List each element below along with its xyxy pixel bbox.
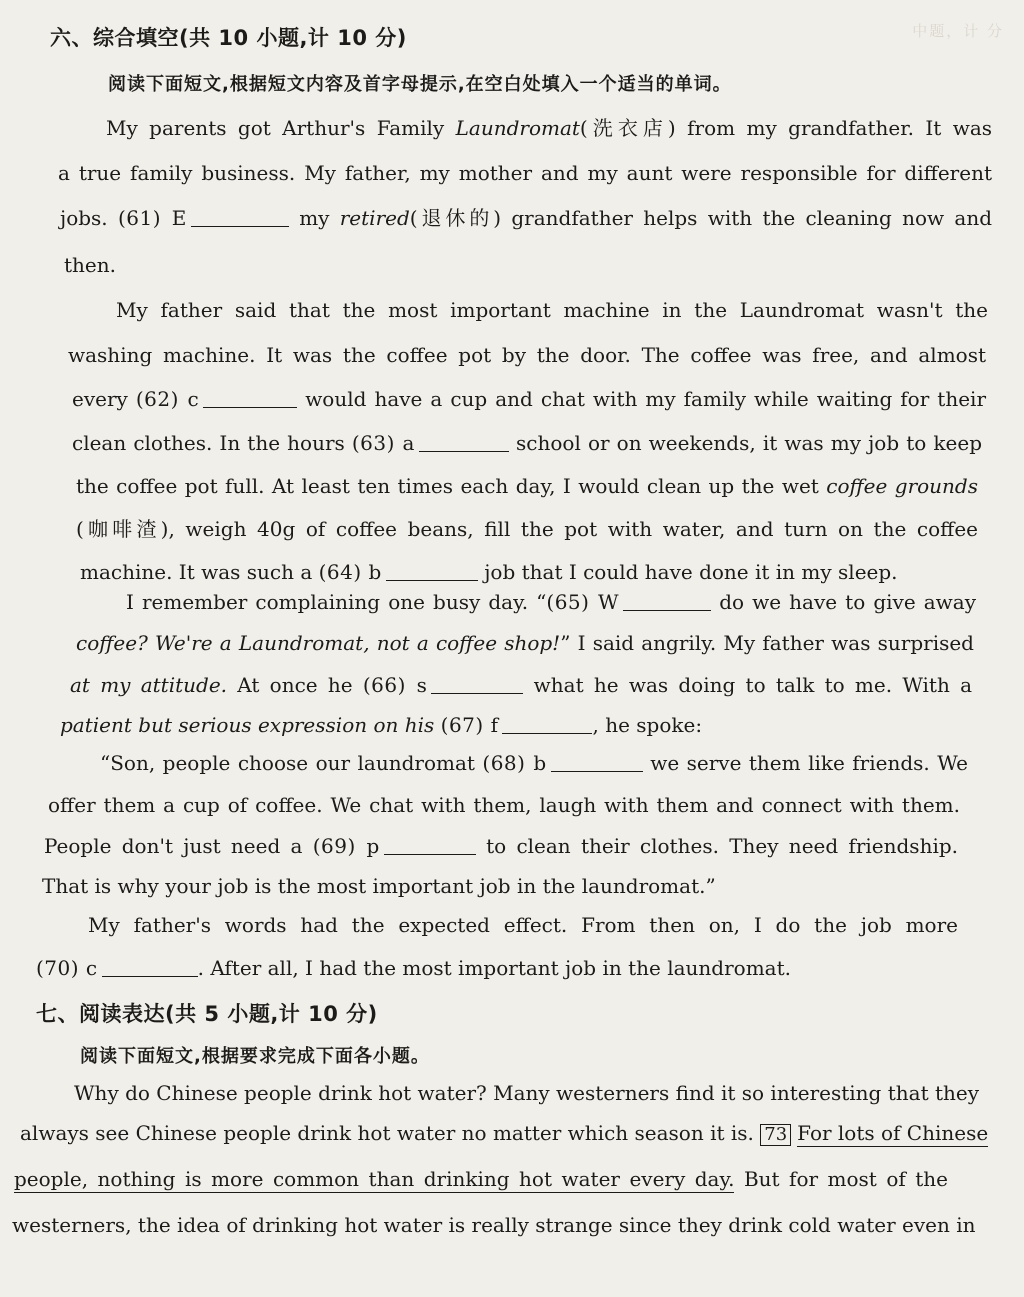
p2-line-3: every (62) c would have a cup and chat with my family while waiting for their xyxy=(72,387,987,411)
blank-65-label: (65) W xyxy=(546,590,620,614)
section7-title: 七、阅读表达(共 5 小题,计 10 分) xyxy=(36,1002,378,1026)
question-73-box: 73 xyxy=(760,1124,791,1146)
underlined-sentence-part1: For lots of Chinese xyxy=(797,1121,989,1145)
blank-65[interactable] xyxy=(623,592,711,611)
section6-instruction: 阅读下面短文,根据短文内容及首字母提示,在空白处填入一个适当的单词。 xyxy=(108,74,732,95)
p2-line-1: My father said that the most important machine in the Laundromat wasn't the xyxy=(116,298,988,322)
bleed-through-text: 中题，计 分 xyxy=(912,22,1004,40)
blank-62[interactable] xyxy=(203,389,297,408)
blank-69-label: (69) p xyxy=(312,834,380,858)
blank-70[interactable] xyxy=(102,958,198,977)
p3-line-3: at my attitude. At once he (66) s what he was doing to talk to me. With a xyxy=(70,673,973,697)
s7-line-3: people, nothing is more common than drinking hot water every day. But for most of the xyxy=(14,1167,949,1191)
blank-61-label: (61) E xyxy=(117,206,187,230)
s7-line-1: Why do Chinese people drink hot water? Many westerners find it so interesting that they xyxy=(74,1081,980,1105)
p4-line-4: That is why your job is the most important job in the laundromat.” xyxy=(42,874,716,898)
p1-line-3: jobs. (61) E my retired(退休的) grandfather helps with the cleaning now and xyxy=(60,206,993,230)
section7-instruction: 阅读下面短文,根据要求完成下面各小题。 xyxy=(80,1046,430,1067)
blank-63-label: (63) a xyxy=(351,431,415,455)
blank-68[interactable] xyxy=(551,753,643,772)
blank-68-label: (68) b xyxy=(482,751,547,775)
p2-line-4: clean clothes. In the hours (63) a school or on weekends, it was my job to keep xyxy=(72,431,982,455)
p5-line-2: (70) c . After all, I had the most important job in the laundromat. xyxy=(36,956,791,980)
blank-61[interactable] xyxy=(191,208,289,227)
p2-line-6: (咖啡渣), weigh 40g of coffee beans, fill the pot with water, and turn on the coffee xyxy=(76,517,978,541)
p1-line-1: My parents got Arthur's Family Laundromat(洗衣店) from my grandfather. It was xyxy=(106,116,993,140)
blank-62-label: (62) c xyxy=(135,387,200,411)
p2-line-5: the coffee pot full. At least ten times each day, I would clean up the wet coffee grounds xyxy=(76,474,978,498)
section6-title: 六、综合填空(共 10 小题,计 10 分) xyxy=(50,26,407,50)
p4-line-2: offer them a cup of coffee. We chat with them, laugh with them and connect with them. xyxy=(48,793,960,817)
blank-70-label: (70) c xyxy=(36,956,98,980)
blank-64[interactable] xyxy=(386,562,478,581)
p5-line-1: My father's words had the expected effect. From then on, I do the job more xyxy=(88,913,958,937)
blank-69[interactable] xyxy=(384,836,476,855)
blank-67[interactable] xyxy=(502,715,592,734)
p4-line-1: “Son, people choose our laundromat (68) b we serve them like friends. We xyxy=(100,751,969,775)
p2-line-7: machine. It was such a (64) b job that I could have done it in my sleep. xyxy=(80,560,898,584)
blank-67-label: (67) f xyxy=(440,713,499,737)
blank-64-label: (64) b xyxy=(318,560,382,584)
p2-line-2: washing machine. It was the coffee pot by the door. The coffee was free, and almost xyxy=(68,343,986,367)
underlined-sentence-part2: people, nothing is more common than drinking hot water every day. xyxy=(14,1167,735,1191)
p1-line-4: then. xyxy=(64,253,116,277)
p3-line-1: I remember complaining one busy day. “(65) W do we have to give away xyxy=(126,590,977,614)
s7-line-2: always see Chinese people drink hot water no matter which season it is. 73 For lots of Chinese xyxy=(20,1121,989,1145)
blank-66[interactable] xyxy=(431,675,523,694)
p3-line-4: patient but serious expression on his (67) f , he spoke: xyxy=(60,713,703,737)
blank-63[interactable] xyxy=(419,433,509,452)
s7-line-4: westerners, the idea of drinking hot water is really strange since they drink cold water even in xyxy=(12,1213,976,1237)
blank-66-label: (66) s xyxy=(362,673,428,697)
p3-line-2: coffee? We're a Laundromat, not a coffee shop!” I said angrily. My father was surprised xyxy=(76,631,974,655)
p4-line-3: People don't just need a (69) p to clean their clothes. They need friendship. xyxy=(44,834,959,858)
p1-line-2: a true family business. My father, my mother and my aunt were responsible for different xyxy=(58,161,992,185)
